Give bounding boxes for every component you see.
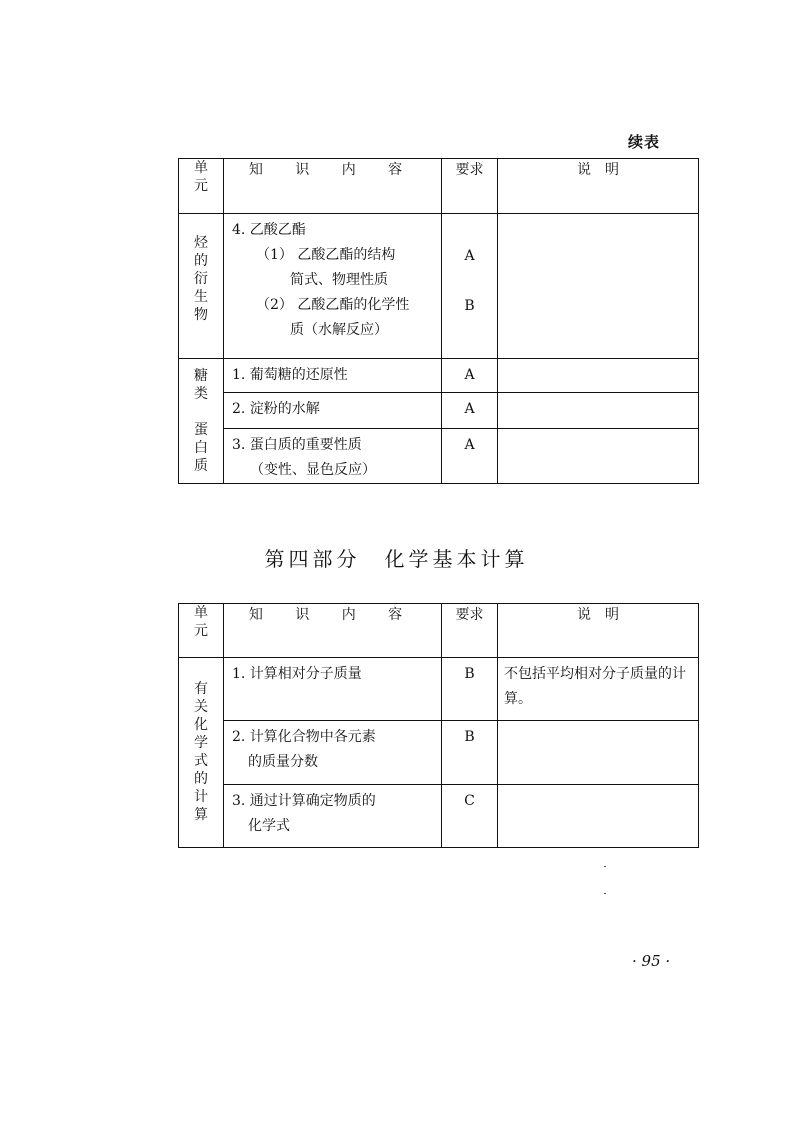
note-cell (498, 429, 699, 484)
header-notes: 说 明 (498, 159, 699, 214)
table-row (179, 359, 699, 393)
page-number: · 95 · (632, 952, 671, 970)
syllabus-table-1 (178, 158, 699, 484)
note-cell (498, 785, 699, 848)
requirement-value: A (464, 248, 475, 264)
header-notes: 说 明 (498, 604, 699, 658)
note-cell (498, 359, 699, 393)
content-cell (224, 785, 442, 848)
content-line: 3. 通过计算确定物质的 (232, 793, 376, 809)
requirement-cell: A (442, 359, 498, 393)
requirement-cell: B (442, 721, 498, 785)
content-line: （变性、显色反应） (250, 462, 376, 478)
content-line: （1） 乙酸乙酯的结构 (256, 247, 396, 263)
table-header-row (179, 159, 699, 214)
unit-cell (179, 658, 224, 848)
requirement-value: B (464, 298, 475, 314)
scan-speck (604, 893, 606, 894)
unit-label: 烃的衍生物 (194, 235, 208, 323)
content-cell (224, 429, 442, 484)
table-row (179, 429, 699, 484)
table-row (179, 721, 699, 785)
content-cell (224, 214, 442, 359)
header-unit: 单元 (179, 604, 224, 658)
table-row (179, 214, 699, 359)
unit-cell (179, 359, 224, 484)
table-header-row (179, 604, 699, 658)
scan-speck (604, 866, 606, 867)
content-line: 4. 乙酸乙酯 (232, 222, 306, 238)
table-row (179, 393, 699, 429)
content-line: 2. 计算化合物中各元素 (232, 729, 376, 745)
unit-label-top: 糖类 (194, 368, 208, 402)
content-line: 的质量分数 (248, 754, 318, 770)
content-line: 2. 淀粉的水解 (232, 401, 320, 417)
note-cell: 不包括平均相对分子质量的计算。 (498, 658, 699, 721)
content-cell (224, 721, 442, 785)
requirement-cell (442, 214, 498, 359)
section-title: 第四部分 化学基本计算 (264, 547, 529, 571)
header-requirement: 要求 (442, 604, 498, 658)
content-line: 简式、物理性质 (290, 272, 388, 288)
requirement-cell: B (442, 658, 498, 721)
content-line: 1. 葡萄糖的还原性 (232, 367, 348, 383)
content-line: 质（水解反应） (290, 322, 388, 338)
content-cell (224, 393, 442, 429)
unit-label-bottom: 蛋白质 (194, 422, 208, 474)
content-line: 3. 蛋白质的重要性质 (232, 437, 362, 453)
note-cell (498, 214, 699, 359)
content-line: 1. 计算相对分子质量 (232, 666, 362, 682)
syllabus-table-2 (178, 603, 699, 848)
header-unit: 单元 (179, 159, 224, 214)
unit-cell (179, 214, 224, 359)
content-line: （2） 乙酸乙酯的化学性 (256, 297, 410, 313)
header-content: 知 识 内 容 (224, 604, 442, 658)
table-row (179, 785, 699, 848)
requirement-cell: A (442, 393, 498, 429)
requirement-cell: A (442, 429, 498, 484)
continued-label: 续表 (628, 133, 661, 151)
header-requirement: 要求 (442, 159, 498, 214)
note-cell (498, 393, 699, 429)
content-cell (224, 658, 442, 721)
content-cell (224, 359, 442, 393)
unit-label: 有关化学式的计算 (194, 681, 208, 823)
header-content: 知 识 内 容 (224, 159, 442, 214)
table-row (179, 658, 699, 721)
note-cell (498, 721, 699, 785)
requirement-cell: C (442, 785, 498, 848)
content-line: 化学式 (248, 818, 290, 834)
